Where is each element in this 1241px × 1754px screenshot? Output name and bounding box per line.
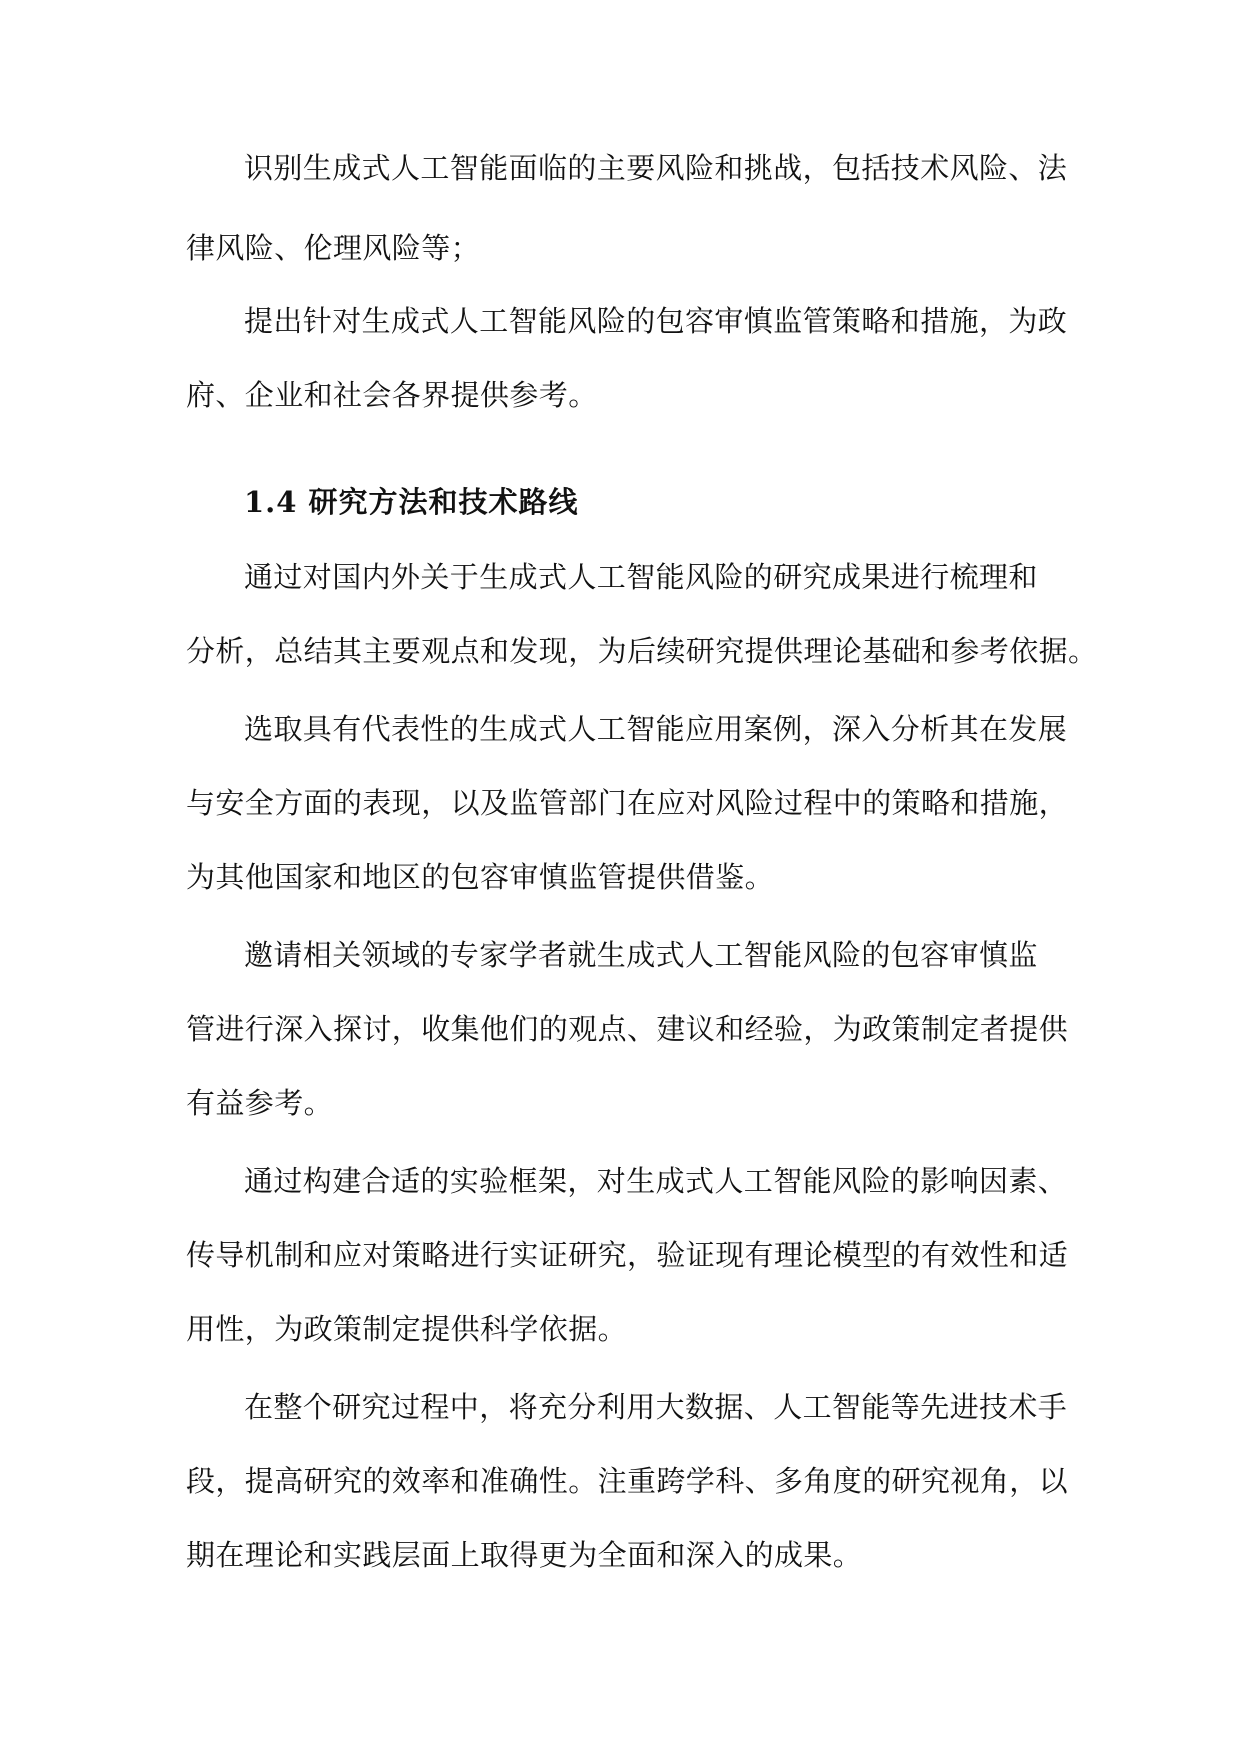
paragraph-line: 通过对国内外关于生成式人工智能风险的研究成果进行梳理和 [244,560,1038,594]
paragraph-line: 与安全方面的表现，以及监管部门在应对风险过程中的策略和措施， [186,786,1069,820]
paragraph-line: 为其他国家和地区的包容审慎监管提供借鉴。 [186,860,775,894]
paragraph-line: 识别生成式人工智能面临的主要风险和挑战，包括技术风险、法 [244,151,1068,185]
paragraph-line: 选取具有代表性的生成式人工智能应用案例，深入分析其在发展 [244,712,1068,746]
paragraph-line: 邀请相关领域的专家学者就生成式人工智能风险的包容审慎监 [244,938,1038,972]
paragraph-line: 在整个研究过程中，将充分利用大数据、人工智能等先进技术手 [244,1390,1068,1424]
paragraph-line: 管进行深入探讨，收集他们的观点、建议和经验，为政策制定者提供 [186,1012,1069,1046]
paragraph-line: 分析，总结其主要观点和发现，为后续研究提供理论基础和参考依据。 [186,634,1098,668]
paragraph-line: 用性，为政策制定提供科学依据。 [186,1312,628,1346]
paragraph-line: 传导机制和应对策略进行实证研究，验证现有理论模型的有效性和适 [186,1238,1069,1272]
paragraph-line: 律风险、伦理风险等； [186,231,481,265]
paragraph-line: 期在理论和实践层面上取得更为全面和深入的成果。 [186,1538,863,1572]
section-heading: 1.4 研究方法和技术路线 [244,485,579,519]
paragraph-line: 有益参考。 [186,1086,334,1120]
paragraph-line: 提出针对生成式人工智能风险的包容审慎监管策略和措施，为政 [244,304,1068,338]
paragraph-line: 通过构建合适的实验框架，对生成式人工智能风险的影响因素、 [244,1164,1068,1198]
paragraph-line: 段，提高研究的效率和准确性。注重跨学科、多角度的研究视角，以 [186,1464,1069,1498]
paragraph-line: 府、企业和社会各界提供参考。 [186,378,598,412]
